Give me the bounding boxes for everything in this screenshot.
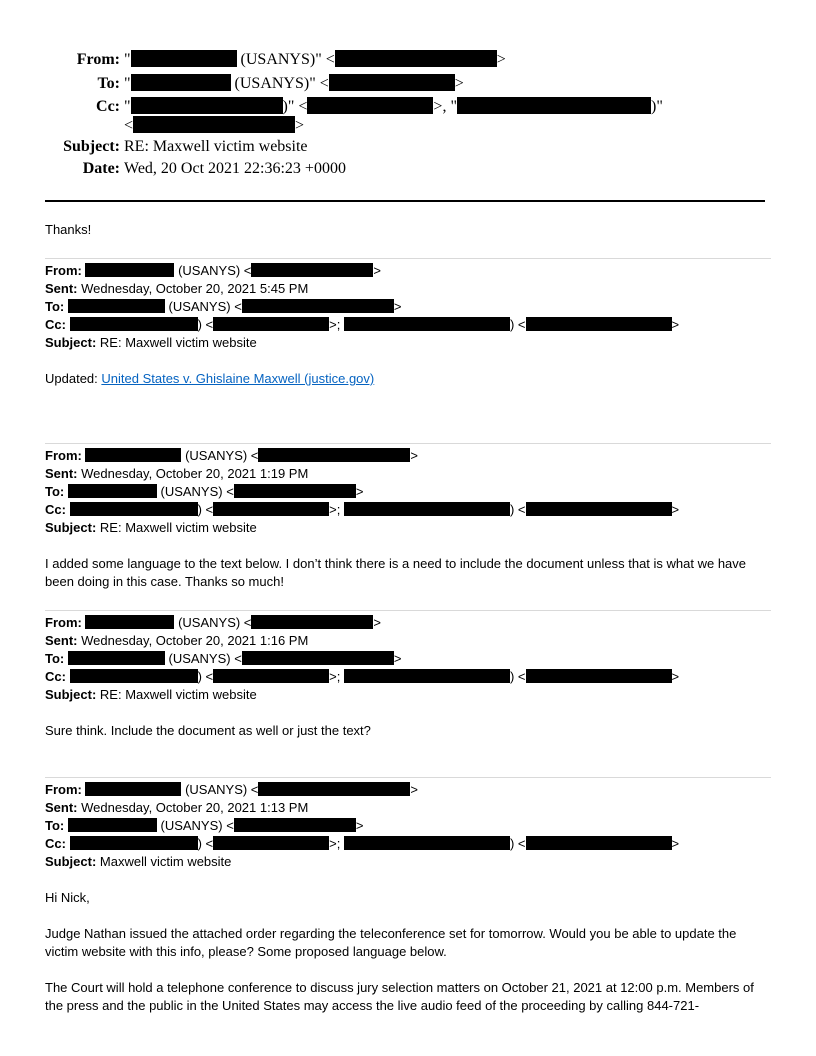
- redaction: [85, 782, 181, 796]
- redaction: [307, 97, 433, 114]
- redaction: [234, 484, 356, 498]
- msg2-subject-value: RE: Maxwell victim website: [99, 520, 257, 535]
- msg1-subject-row: Subject: RE: Maxwell victim website: [45, 335, 257, 350]
- redaction: [242, 651, 394, 665]
- msg4-body-2: The Court will hold a telephone conference to discuss jury selection matters on October 21, 2021 at 12:00 p.m. Members of the press and the public in the United States may access the live audio feed of the proceeding by calling 844-721-: [45, 980, 754, 1013]
- msg2-cc-row: Cc: ) < >; ) < >: [45, 502, 680, 517]
- msg4-sent-row: Sent: Wednesday, October 20, 2021 1:13 PM: [45, 800, 309, 815]
- msg4-subject-value: Maxwell victim website: [99, 854, 232, 869]
- msg4-sent-value: Wednesday, October 20, 2021 1:13 PM: [81, 800, 309, 815]
- redaction: [131, 74, 231, 91]
- redaction: [70, 502, 198, 516]
- redaction: [70, 836, 198, 850]
- header-to-value: " (USANYS)" < >: [124, 75, 464, 92]
- redaction: [344, 669, 510, 683]
- msg1-from-row: From: (USANYS) < >: [45, 263, 381, 278]
- redaction: [526, 836, 672, 850]
- header-date-value: Wed, 20 Oct 2021 22:36:23 +0000: [124, 160, 346, 177]
- msg4-body: Judge Nathan issued the attached order regarding the teleconference set for tomorrow. Would you be able to update the victim website with this info, please? Some proposed language below.: [45, 926, 737, 959]
- redaction: [133, 116, 295, 133]
- message-separator: [45, 258, 771, 259]
- redaction: [85, 615, 174, 629]
- header-cc-value-2: < >: [124, 117, 305, 134]
- msg1-to-row: To: (USANYS) < >: [45, 299, 402, 314]
- redaction: [131, 50, 237, 67]
- header-cc-value: " )" < >, " )": [124, 98, 663, 115]
- msg3-subject-value: RE: Maxwell victim website: [99, 687, 257, 702]
- redaction: [70, 669, 198, 683]
- redaction: [329, 74, 455, 91]
- msg2-to-row: To: (USANYS) < >: [45, 484, 364, 499]
- redaction: [234, 818, 356, 832]
- msg4-greeting: Hi Nick,: [45, 890, 90, 905]
- redaction: [213, 317, 329, 331]
- header-subject-label: Subject:: [63, 138, 120, 155]
- redaction: [526, 502, 672, 516]
- redaction: [344, 317, 510, 331]
- header-cc-label: Cc:: [96, 98, 120, 115]
- header-to-label: To:: [97, 75, 120, 92]
- msg3-subject-row: Subject: RE: Maxwell victim website: [45, 687, 257, 702]
- msg1-sent-value: Wednesday, October 20, 2021 5:45 PM: [81, 281, 309, 296]
- redaction: [344, 836, 510, 850]
- msg2-from-row: From: (USANYS) < >: [45, 448, 418, 463]
- msg3-from-row: From: (USANYS) < >: [45, 615, 381, 630]
- message-separator: [45, 443, 771, 444]
- msg2-sent-value: Wednesday, October 20, 2021 1:19 PM: [81, 466, 309, 481]
- message-separator: [45, 777, 771, 778]
- msg1-body: Updated: United States v. Ghislaine Maxwell (justice.gov): [45, 371, 375, 386]
- redaction: [131, 97, 283, 114]
- redaction: [68, 484, 157, 498]
- msg3-sent-row: Sent: Wednesday, October 20, 2021 1:16 PM: [45, 633, 309, 648]
- redaction: [258, 448, 410, 462]
- redaction: [258, 782, 410, 796]
- redaction: [68, 651, 165, 665]
- header-from-label: From:: [76, 51, 120, 68]
- header-divider: [45, 200, 765, 202]
- redaction: [213, 669, 329, 683]
- msg4-cc-row: Cc: ) < >; ) < >: [45, 836, 680, 851]
- msg1-cc-row: Cc: ) < >; ) < >: [45, 317, 680, 332]
- msg1-subject-value: RE: Maxwell victim website: [99, 335, 257, 350]
- redaction: [213, 502, 329, 516]
- redaction: [68, 818, 157, 832]
- msg4-from-row: From: (USANYS) < >: [45, 782, 418, 797]
- header-subject-value: RE: Maxwell victim website: [124, 138, 308, 155]
- redaction: [526, 317, 672, 331]
- msg3-sent-value: Wednesday, October 20, 2021 1:16 PM: [81, 633, 309, 648]
- redaction: [68, 299, 165, 313]
- justice-gov-link[interactable]: United States v. Ghislaine Maxwell (justice.gov): [101, 371, 375, 386]
- redaction: [251, 263, 373, 277]
- redaction: [335, 50, 497, 67]
- redaction: [526, 669, 672, 683]
- msg4-subject-row: Subject: Maxwell victim website: [45, 854, 232, 869]
- header-from-value: " (USANYS)" < >: [124, 51, 506, 68]
- msg3-body: Sure think. Include the document as well or just the text?: [45, 723, 371, 738]
- redaction: [213, 836, 329, 850]
- redaction: [251, 615, 373, 629]
- message-separator: [45, 610, 771, 611]
- reply-text: Thanks!: [45, 222, 92, 237]
- header-date-label: Date:: [82, 160, 120, 177]
- msg3-cc-row: Cc: ) < >; ) < >: [45, 669, 680, 684]
- msg2-subject-row: Subject: RE: Maxwell victim website: [45, 520, 257, 535]
- msg3-to-row: To: (USANYS) < >: [45, 651, 402, 666]
- msg2-sent-row: Sent: Wednesday, October 20, 2021 1:19 PM: [45, 466, 309, 481]
- redaction: [70, 317, 198, 331]
- msg4-to-row: To: (USANYS) < >: [45, 818, 364, 833]
- redaction: [344, 502, 510, 516]
- redaction: [242, 299, 394, 313]
- redaction: [457, 97, 651, 114]
- msg1-sent-row: Sent: Wednesday, October 20, 2021 5:45 PM: [45, 281, 309, 296]
- redaction: [85, 448, 181, 462]
- msg2-body: I added some language to the text below. I don’t think there is a need to include the document unless that is what we have been doing in this case. Thanks so much!: [45, 556, 747, 589]
- redaction: [85, 263, 174, 277]
